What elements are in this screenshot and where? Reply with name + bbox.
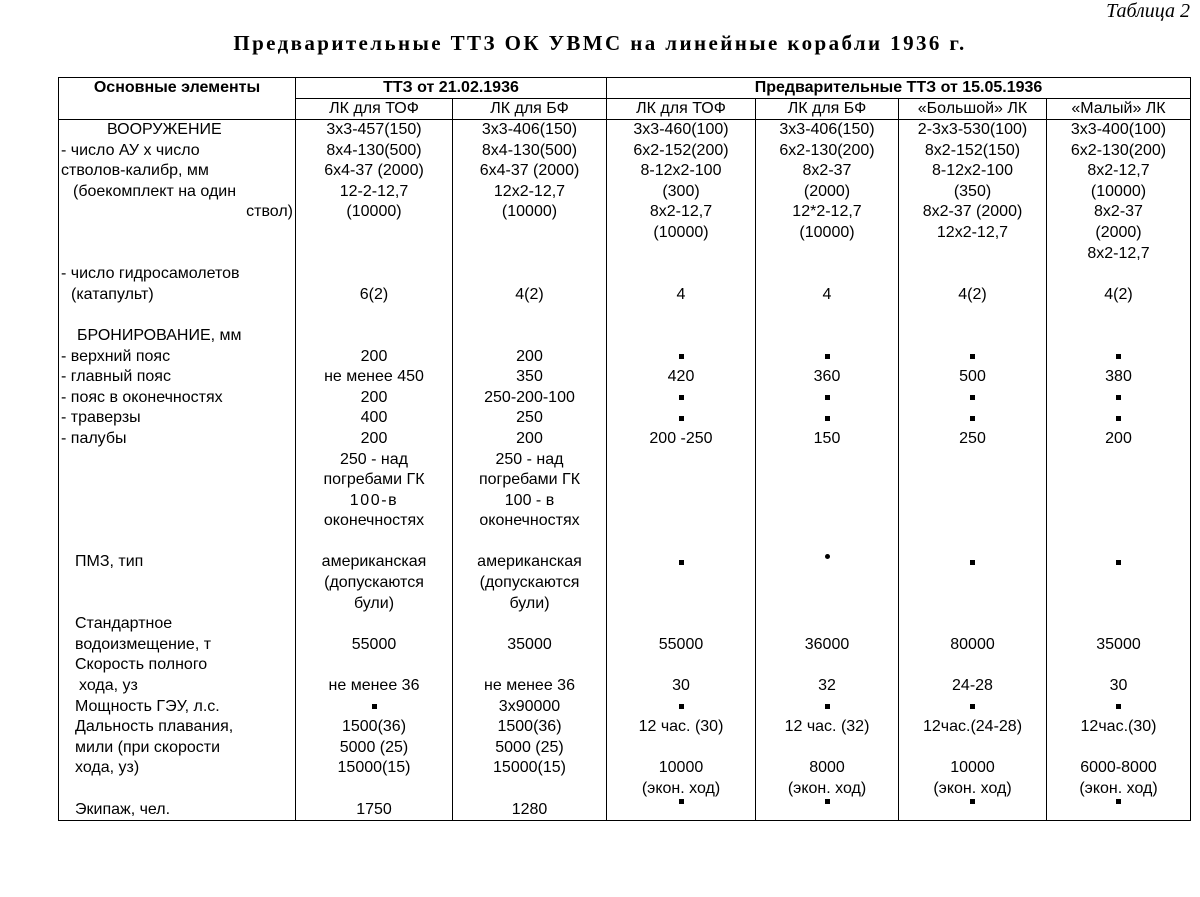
armament-col-5: 2-3x3-530(100) 8x2-152(150) 8-12x2-100 (350) 8x2-37 (2000) 12x2-12,7 xyxy=(899,120,1047,265)
square-mark-icon xyxy=(970,416,975,421)
header-col-1: ЛК для ТОФ xyxy=(296,99,453,120)
armament-col-1: 3x3-457(150) 8x4-130(500) 6x4-37 (2000) 12-2-12,7 (10000) xyxy=(296,120,453,265)
power-col-6 xyxy=(1047,697,1191,718)
armament-col-2: 3x3-406(150) 8x4-130(500) 6x4-37 (2000) 12x2-12,7 (10000) xyxy=(453,120,607,265)
table-row-speed xyxy=(59,655,1191,696)
square-mark-icon xyxy=(1116,799,1121,804)
table-row-power xyxy=(59,697,1191,718)
displacement-col-2: 35000 xyxy=(453,614,607,655)
range-col-6: 12час.(30) 6000-8000 (экон. ход) xyxy=(1047,717,1191,799)
square-mark-icon xyxy=(825,395,830,400)
displacement-label: Стандартное водоизмещение, т xyxy=(59,614,296,655)
speed-col-3: 30 xyxy=(607,655,756,696)
crew-col-5 xyxy=(899,800,1047,821)
square-mark-icon xyxy=(679,560,684,565)
power-label: Мощность ГЭУ, л.с. xyxy=(59,697,296,718)
speed-label: Скорость полного хода, уз xyxy=(59,655,296,696)
crew-col-3 xyxy=(607,800,756,821)
speed-col-1: не менее 36 xyxy=(296,655,453,696)
table-row-crew xyxy=(59,800,1191,821)
crew-col-2: 1280 xyxy=(453,800,607,821)
square-mark-icon xyxy=(679,395,684,400)
crew-col-6 xyxy=(1047,800,1191,821)
speed-col-4: 32 xyxy=(756,655,899,696)
header-group-ttz-2: Предварительные ТТЗ от 15.05.1936 xyxy=(607,78,1191,99)
power-col-4 xyxy=(756,697,899,718)
seaplanes-col-4: 4 xyxy=(756,264,899,326)
speed-col-6: 30 xyxy=(1047,655,1191,696)
pmz-col-2: американская (допускаются були) xyxy=(453,552,607,614)
table-row-armament xyxy=(59,120,1191,265)
armament-col-6: 3x3-400(100) 6x2-130(200) 8x2-12,7 (10000) 8x2-37 (2000) 8x2-12,7 xyxy=(1047,120,1191,265)
armament-label: ВООРУЖЕНИЕ - число АУ х число стволов-калибр, мм (боекомплект на один ствол) xyxy=(59,120,296,265)
armor-col-2: 200 350 250-200-100 250 200 250 - над погребами ГК 100 - в оконечностях xyxy=(453,326,607,553)
square-mark-icon xyxy=(1116,560,1121,565)
square-mark-icon xyxy=(970,354,975,359)
seaplanes-col-2: 4(2) xyxy=(453,264,607,326)
table-number-label: Таблица 2 xyxy=(1106,0,1190,22)
armor-mark xyxy=(609,347,753,368)
pmz-col-1: американская (допускаются були) xyxy=(296,552,453,614)
square-mark-icon xyxy=(825,416,830,421)
square-mark-icon xyxy=(679,354,684,359)
square-mark-icon xyxy=(1116,395,1121,400)
power-col-3 xyxy=(607,697,756,718)
table-row-armor xyxy=(59,326,1191,553)
header-main-elements: Основные элементы xyxy=(59,78,296,120)
armor-label: БРОНИРОВАНИЕ, мм - верхний пояс - главный пояс - пояс в оконечностях - траверзы - палубы xyxy=(59,326,296,553)
pmz-col-5 xyxy=(899,552,1047,614)
square-mark-icon xyxy=(970,799,975,804)
speed-col-2: не менее 36 xyxy=(453,655,607,696)
square-mark-icon xyxy=(1116,354,1121,359)
range-col-5: 12час.(24-28) 10000 (экон. ход) xyxy=(899,717,1047,799)
power-col-1 xyxy=(296,697,453,718)
header-group-ttz-1: ТТЗ от 21.02.1936 xyxy=(296,78,607,99)
seaplanes-col-5: 4(2) xyxy=(899,264,1047,326)
table-row-displacement xyxy=(59,614,1191,655)
pmz-col-4 xyxy=(756,552,899,614)
seaplanes-col-3: 4 xyxy=(607,264,756,326)
square-mark-icon xyxy=(970,560,975,565)
armor-col-4: 360 150 xyxy=(756,326,899,553)
dot-mark-icon xyxy=(825,554,830,559)
range-col-3: 12 час. (30) 10000 (экон. ход) xyxy=(607,717,756,799)
seaplanes-label: - число гидросамолетов (катапульт) xyxy=(59,264,296,326)
header-col-3: ЛК для ТОФ xyxy=(607,99,756,120)
document-title: Предварительные ТТЗ ОК УВМС на линейные корабли 1936 г. xyxy=(233,31,967,55)
crew-col-4 xyxy=(756,800,899,821)
displacement-col-3: 55000 xyxy=(607,614,756,655)
crew-label: Экипаж, чел. xyxy=(59,800,296,821)
square-mark-icon xyxy=(825,354,830,359)
displacement-col-5: 80000 xyxy=(899,614,1047,655)
power-col-5 xyxy=(899,697,1047,718)
header-col-5: «Большой» ЛК xyxy=(899,99,1047,120)
header-col-4: ЛК для БФ xyxy=(756,99,899,120)
pmz-col-3 xyxy=(607,552,756,614)
displacement-col-1: 55000 xyxy=(296,614,453,655)
speed-col-5: 24-28 xyxy=(899,655,1047,696)
armament-col-3: 3x3-460(100) 6x2-152(200) 8-12x2-100 (300) 8x2-12,7 (10000) xyxy=(607,120,756,265)
seaplanes-col-6: 4(2) xyxy=(1047,264,1191,326)
armament-col-4: 3x3-406(150) 6x2-130(200) 8x2-37 (2000) 12*2-12,7 (10000) xyxy=(756,120,899,265)
range-label: Дальность плавания, мили (при скорости хода, уз) xyxy=(59,717,296,799)
range-col-2: 1500(36) 5000 (25) 15000(15) xyxy=(453,717,607,799)
range-col-1: 1500(36) 5000 (25) 15000(15) xyxy=(296,717,453,799)
displacement-col-6: 35000 xyxy=(1047,614,1191,655)
square-mark-icon xyxy=(970,704,975,709)
displacement-col-4: 36000 xyxy=(756,614,899,655)
square-mark-icon xyxy=(372,704,377,709)
table-row-pmz xyxy=(59,552,1191,614)
crew-col-1: 1750 xyxy=(296,800,453,821)
square-mark-icon xyxy=(679,416,684,421)
table-row-seaplanes xyxy=(59,264,1191,326)
header-col-2: ЛК для БФ xyxy=(453,99,607,120)
specifications-table xyxy=(58,77,1191,821)
square-mark-icon xyxy=(825,799,830,804)
square-mark-icon xyxy=(679,704,684,709)
power-col-2: 3x90000 xyxy=(453,697,607,718)
seaplanes-col-1: 6(2) xyxy=(296,264,453,326)
square-mark-icon xyxy=(1116,704,1121,709)
armor-col-6: 380 200 xyxy=(1047,326,1191,553)
pmz-label: ПМЗ, тип xyxy=(59,552,296,614)
range-col-4: 12 час. (32) 8000 (экон. ход) xyxy=(756,717,899,799)
armor-col-1: 200 не менее 450 200 400 200 250 - над погребами ГК 100-в оконечностях xyxy=(296,326,453,553)
table-row-range xyxy=(59,717,1191,799)
armor-col-5: 500 250 xyxy=(899,326,1047,553)
square-mark-icon xyxy=(1116,416,1121,421)
square-mark-icon xyxy=(679,799,684,804)
square-mark-icon xyxy=(825,704,830,709)
table-header-row xyxy=(59,78,1191,99)
square-mark-icon xyxy=(970,395,975,400)
header-col-6: «Малый» ЛК xyxy=(1047,99,1191,120)
pmz-col-6 xyxy=(1047,552,1191,614)
armor-col-3: 420 200 -250 xyxy=(607,326,756,553)
